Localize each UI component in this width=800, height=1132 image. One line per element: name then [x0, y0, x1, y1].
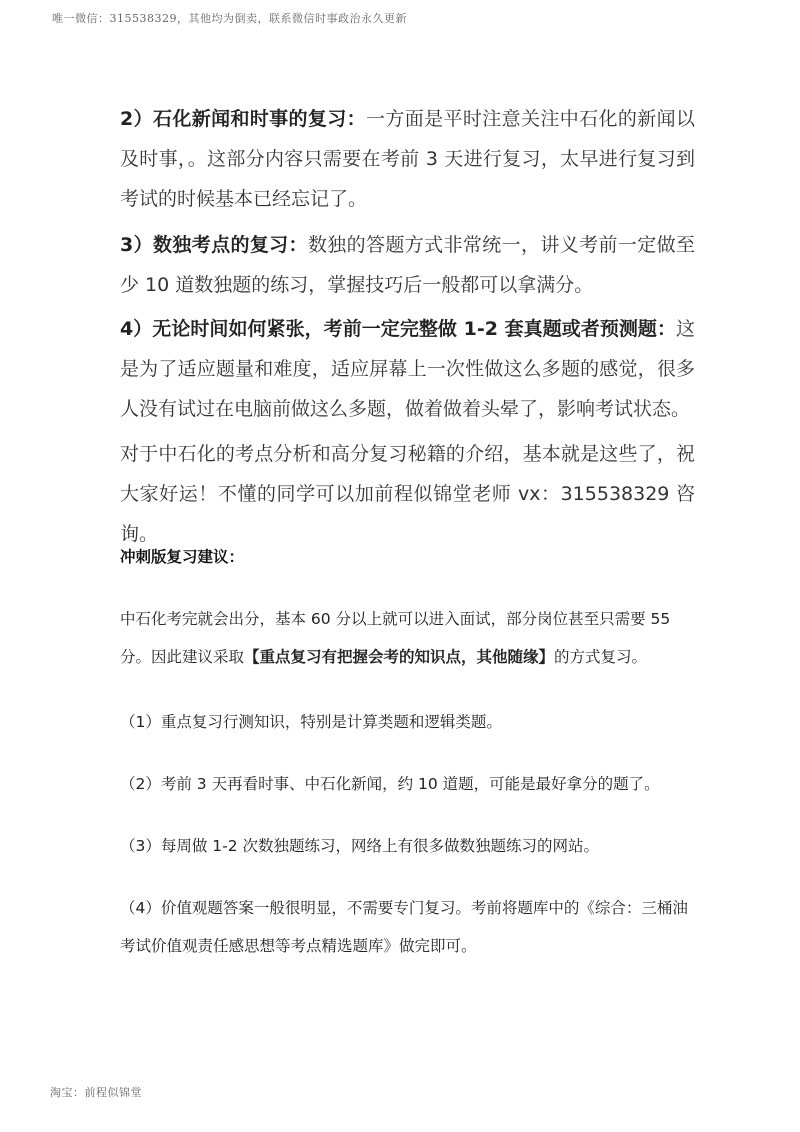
text-intro-a: 中石化考完就会出分，基本 60 分以上就可以进入面试，部分岗位甚至只需要 55 分。因此建议采取 — [120, 610, 671, 666]
heading-mock-exam: 4）无论时间如何紧张，考前一定完整做 1-2 套真题或者预测题： — [120, 318, 676, 340]
watermark-header: 唯一微信：315538329，其他均为倒卖，联系微信时事政治永久更新 — [52, 12, 407, 25]
heading-sudoku-review: 3）数独考点的复习： — [120, 234, 308, 256]
list-item-4: （4）价值观题答案一般很明显，不需要专门复习。考前将题库中的《综合：三桶油考试价值观责任感思想等考点精选题库》做完即可。 — [120, 899, 688, 955]
text-mock-exam: 这是为了适应题量和难度，适应屏幕上一次性做这么多题的感觉，很多人没有试过在电脑前做这么多题，做着做着头晕了，影响考试状态。 — [120, 318, 695, 420]
paragraph-sprint-intro — [120, 600, 695, 676]
paragraph-conclusion — [120, 434, 695, 554]
text-sudoku-review: 数独的答题方式非常统一，讲义考前一定做至少 10 道数独题的练习，掌握技巧后一般都可以拿满分。 — [120, 234, 695, 296]
heading-news-review: 2）石化新闻和时事的复习： — [120, 108, 367, 130]
section-heading-sprint: 冲刺版复习建议： — [120, 548, 245, 566]
watermark-footer: 淘宝：前程似锦堂 — [50, 1086, 142, 1099]
paragraph-sudoku-review — [120, 225, 695, 305]
list-item-1: （1）重点复习行测知识，特别是计算类题和逻辑类题。 — [120, 713, 502, 731]
paragraph-mock-exam — [120, 309, 695, 429]
list-item-3: （3）每周做 1-2 次数独题练习，网络上有很多做数独题练习的网站。 — [120, 837, 600, 855]
text-intro-bold: 【重点复习有把握会考的知识点，其他随缘】 — [244, 648, 555, 666]
text-news-review: 一方面是平时注意关注中石化的新闻以及时事，。这部分内容只需要在考前 3 天进行复习，太早进行复习到考试的时候基本已经忘记了。 — [120, 108, 695, 210]
text-conclusion: 对于中石化的考点分析和高分复习秘籍的介绍，基本就是这些了，祝大家好运！不懂的同学可以加前程似锦堂老师 vx：315538329 咨询。 — [120, 443, 695, 545]
paragraph-news-review — [120, 99, 695, 219]
text-intro-b: 的方式复习。 — [554, 648, 648, 666]
list-item-2: （2）考前 3 天再看时事、中石化新闻，约 10 道题，可能是最好拿分的题了。 — [120, 775, 660, 793]
